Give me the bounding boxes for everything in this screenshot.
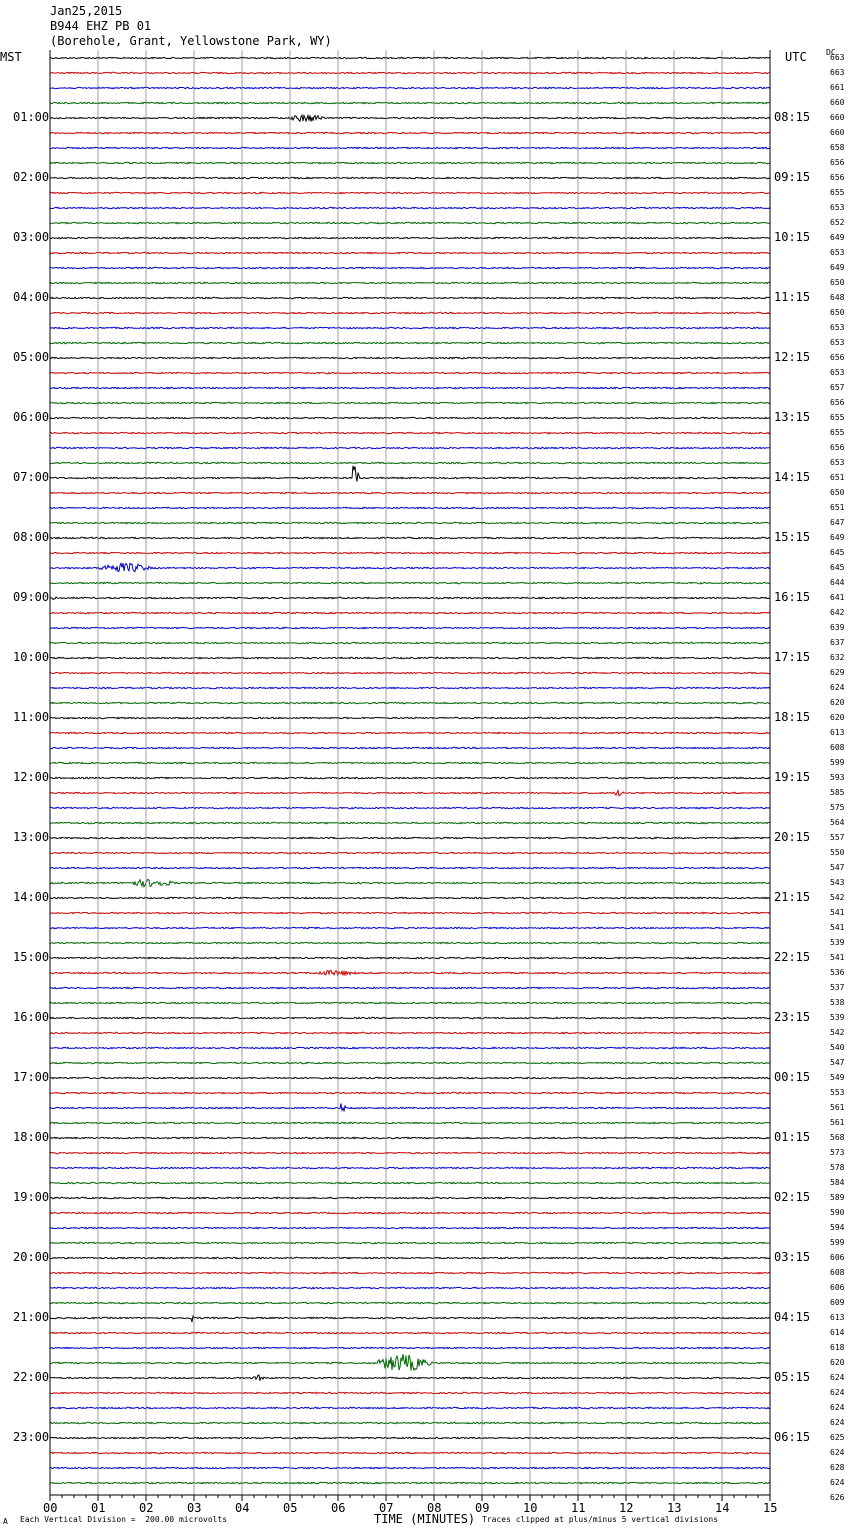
x-tick-label: 08	[427, 1501, 442, 1515]
dc-offset-label: 645	[830, 548, 845, 557]
dc-offset-label: 620	[830, 1358, 845, 1367]
seismic-trace	[50, 563, 770, 572]
scale-note: Each Vertical Division = 200.00 microvolts	[20, 1515, 228, 1524]
dc-offset-label: 624	[830, 1448, 845, 1457]
seismic-trace	[50, 1482, 770, 1483]
dc-offset-label: 561	[830, 1118, 845, 1127]
mst-hour-label: 23:00	[13, 1430, 50, 1444]
utc-hour-label: 00:15	[774, 1070, 811, 1084]
seismic-trace	[50, 777, 770, 778]
x-tick-label: 13	[667, 1501, 682, 1515]
clip-note: Traces clipped at plus/minus 5 vertical divisions	[482, 1515, 719, 1524]
mst-hour-label: 04:00	[13, 290, 50, 304]
seismic-trace	[50, 717, 770, 718]
seismic-trace	[50, 642, 770, 643]
dc-offset-label: 655	[830, 188, 845, 197]
seismic-trace	[50, 1407, 770, 1408]
seismic-trace	[50, 147, 770, 148]
x-tick-label: 11	[571, 1501, 586, 1515]
dc-offset-label: 541	[830, 923, 845, 932]
seismic-trace	[50, 867, 770, 868]
seismic-trace	[50, 1002, 770, 1003]
seismic-trace	[50, 402, 770, 403]
x-tick-label: 07	[379, 1501, 394, 1515]
mst-hour-label: 11:00	[13, 710, 50, 724]
mst-hour-label: 17:00	[13, 1070, 50, 1084]
seismic-trace	[50, 1242, 770, 1243]
dc-offset-label: 606	[830, 1253, 845, 1262]
mst-hour-label: 13:00	[13, 830, 50, 844]
dc-offset-label: 542	[830, 893, 845, 902]
seismic-trace	[50, 1422, 770, 1423]
dc-offset-label: 620	[830, 698, 845, 707]
seismic-trace	[50, 1167, 770, 1168]
x-tick-label: 06	[331, 1501, 346, 1515]
seismic-trace	[50, 447, 770, 448]
mst-hour-label: 09:00	[13, 590, 50, 604]
dc-offset-label: 651	[830, 503, 845, 512]
seismic-trace	[50, 1354, 770, 1370]
dc-offset-label: 658	[830, 143, 845, 152]
dc-offset-label: 648	[830, 293, 845, 302]
seismic-trace	[50, 342, 770, 343]
dc-offset-label: 620	[830, 713, 845, 722]
dc-offset-label: 653	[830, 203, 845, 212]
seismic-trace	[50, 897, 770, 898]
x-tick-label: 04	[235, 1501, 250, 1515]
seismic-trace	[50, 791, 770, 796]
utc-hour-label: 19:15	[774, 770, 811, 784]
dc-offset-label: 645	[830, 563, 845, 572]
seismic-trace	[50, 252, 770, 253]
seismic-trace	[50, 687, 770, 688]
dc-offset-label: 538	[830, 998, 845, 1007]
seismic-trace	[50, 132, 770, 133]
seismic-trace	[50, 1227, 770, 1228]
dc-offset-label: 661	[830, 83, 845, 92]
dc-offset-label: 653	[830, 458, 845, 467]
seismic-trace	[50, 537, 770, 538]
dc-offset-label: 642	[830, 608, 845, 617]
dc-offset-label: 637	[830, 638, 845, 647]
date-title: Jan25,2015	[50, 4, 123, 18]
seismic-trace	[50, 57, 770, 58]
dc-offset-label: 657	[830, 383, 845, 392]
seismic-trace	[50, 672, 770, 673]
dc-offset-label: 578	[830, 1163, 845, 1172]
dc-offset-label: 606	[830, 1283, 845, 1292]
utc-hour-label: 05:15	[774, 1370, 811, 1384]
dc-offset-label: 557	[830, 833, 845, 842]
seismic-trace	[50, 115, 770, 121]
dc-offset-label: 653	[830, 368, 845, 377]
x-tick-label: 09	[475, 1501, 490, 1515]
dc-offset-label: 650	[830, 278, 845, 287]
seismic-trace	[50, 1467, 770, 1468]
dc-offset-label: 608	[830, 1268, 845, 1277]
utc-hour-label: 22:15	[774, 950, 811, 964]
mst-hour-label: 14:00	[13, 890, 50, 904]
seismic-trace	[50, 466, 770, 482]
dc-offset-label: 624	[830, 1403, 845, 1412]
dc-offset-label: 549	[830, 1073, 845, 1082]
dc-offset-label: 656	[830, 173, 845, 182]
mst-hour-label: 01:00	[13, 110, 50, 124]
dc-offset-label: 650	[830, 488, 845, 497]
utc-hour-label: 18:15	[774, 710, 811, 724]
seismic-trace	[50, 1316, 770, 1322]
dc-offset-label: 564	[830, 818, 845, 827]
seismic-trace	[50, 1092, 770, 1093]
utc-hour-label: 12:15	[774, 350, 811, 364]
dc-offset-label: 590	[830, 1208, 845, 1217]
dc-offset-label: 624	[830, 1373, 845, 1382]
mst-hour-label: 18:00	[13, 1130, 50, 1144]
utc-hour-label: 10:15	[774, 230, 811, 244]
x-axis-label: TIME (MINUTES)	[374, 1512, 476, 1526]
dc-offset-label: 651	[830, 473, 845, 482]
dc-offset-label: 589	[830, 1193, 845, 1202]
dc-offset-label: 539	[830, 1013, 845, 1022]
seismic-trace	[50, 852, 770, 853]
x-tick-label: 01	[91, 1501, 106, 1515]
seismic-trace	[50, 822, 770, 823]
seismic-trace	[50, 507, 770, 508]
seismic-trace	[50, 162, 770, 163]
dc-offset-label: 656	[830, 353, 845, 362]
dc-offset-label: 608	[830, 743, 845, 752]
seismic-trace	[50, 432, 770, 433]
utc-axis-title: UTC	[785, 50, 807, 64]
dc-offset-label: 613	[830, 1313, 845, 1322]
dc-offset-label: 656	[830, 158, 845, 167]
seismic-trace	[50, 327, 770, 328]
mst-hour-label: 19:00	[13, 1190, 50, 1204]
dc-offset-label: 536	[830, 968, 845, 977]
x-tick-label: 03	[187, 1501, 202, 1515]
utc-hour-label: 16:15	[774, 590, 811, 604]
seismic-trace	[50, 1152, 770, 1153]
dc-offset-label: 650	[830, 308, 845, 317]
dc-offset-label: 649	[830, 233, 845, 242]
dc-offset-label: 652	[830, 218, 845, 227]
mst-hour-label: 06:00	[13, 410, 50, 424]
seismic-trace	[50, 1122, 770, 1123]
x-tick-label: 00	[43, 1501, 58, 1515]
seismic-trace	[50, 72, 770, 73]
seismic-trace	[50, 387, 770, 388]
dc-offset-label: 599	[830, 758, 845, 767]
x-tick-label: 14	[715, 1501, 730, 1515]
utc-hour-label: 06:15	[774, 1430, 811, 1444]
dc-offset-label: 644	[830, 578, 845, 587]
seismic-trace	[50, 282, 770, 283]
dc-offset-label: 632	[830, 653, 845, 662]
seismic-trace	[50, 942, 770, 943]
seismic-trace	[50, 177, 770, 178]
seismic-trace	[50, 879, 770, 886]
seismic-trace	[50, 597, 770, 600]
dc-offset-label: 618	[830, 1343, 845, 1352]
x-tick-label: 05	[283, 1501, 298, 1515]
dc-offset-label: 573	[830, 1148, 845, 1157]
utc-hour-label: 14:15	[774, 470, 811, 484]
seismic-trace	[50, 1332, 770, 1333]
dc-offset-label: 624	[830, 683, 845, 692]
dc-offset-label: 609	[830, 1298, 845, 1307]
mst-hour-label: 15:00	[13, 950, 50, 964]
seismic-trace	[50, 1017, 770, 1018]
station-title: B944 EHZ PB 01	[50, 19, 152, 33]
seismic-trace	[50, 1212, 770, 1213]
seismic-trace	[50, 1182, 770, 1183]
mst-hour-label: 20:00	[13, 1250, 50, 1264]
mst-axis-title: MST	[0, 50, 22, 64]
dc-offset-label: 594	[830, 1223, 845, 1232]
seismic-trace	[50, 987, 770, 988]
dc-offset-label: 647	[830, 518, 845, 527]
utc-hour-label: 20:15	[774, 830, 811, 844]
utc-hour-label: 08:15	[774, 110, 811, 124]
dc-offset-label: 599	[830, 1238, 845, 1247]
dc-offset-label: 653	[830, 323, 845, 332]
dc-offset-label: 585	[830, 788, 845, 797]
dc-offset-label: 613	[830, 728, 845, 737]
seismic-trace	[50, 1392, 770, 1393]
seismic-trace	[50, 1197, 770, 1198]
dc-offset-label: 539	[830, 938, 845, 947]
seismic-trace	[50, 552, 770, 553]
seismic-trace	[50, 102, 770, 103]
seismic-trace	[50, 312, 770, 313]
seismic-trace	[50, 417, 770, 418]
dc-offset-label: 653	[830, 248, 845, 257]
utc-hour-label: 21:15	[774, 890, 811, 904]
seismic-trace	[50, 1062, 770, 1063]
seismic-trace	[50, 927, 770, 928]
dc-offset-label: 660	[830, 98, 845, 107]
seismic-trace	[50, 222, 770, 223]
seismic-trace	[50, 207, 770, 208]
seismic-trace	[50, 912, 770, 913]
dc-offset-label: 655	[830, 428, 845, 437]
dc-offset-label: 541	[830, 953, 845, 962]
dc-offset-label: 624	[830, 1418, 845, 1427]
seismic-trace	[50, 627, 770, 628]
seismic-trace	[50, 372, 770, 373]
mst-hour-label: 08:00	[13, 530, 50, 544]
seismic-trace	[50, 702, 770, 703]
seismic-trace	[50, 762, 770, 763]
dc-offset-label: 649	[830, 533, 845, 542]
utc-hour-label: 04:15	[774, 1310, 811, 1324]
x-tick-label: 10	[523, 1501, 538, 1515]
seismic-trace	[50, 357, 770, 358]
dc-offset-label: 639	[830, 623, 845, 632]
seismic-trace	[50, 492, 770, 493]
seismic-trace	[50, 522, 770, 523]
seismic-trace	[50, 87, 770, 88]
dc-offset-label: 625	[830, 1433, 845, 1442]
utc-hour-label: 11:15	[774, 290, 811, 304]
utc-hour-label: 17:15	[774, 650, 811, 664]
utc-hour-label: 02:15	[774, 1190, 811, 1204]
seismic-trace	[50, 267, 770, 268]
dc-offset-label: 541	[830, 908, 845, 917]
seismic-trace	[50, 582, 770, 583]
seismic-trace	[50, 1137, 770, 1138]
x-tick-label: 12	[619, 1501, 634, 1515]
mst-hour-label: 21:00	[13, 1310, 50, 1324]
mst-hour-label: 07:00	[13, 470, 50, 484]
mst-hour-label: 02:00	[13, 170, 50, 184]
seismic-trace	[50, 192, 770, 193]
trace-group	[50, 57, 770, 1483]
location-title: (Borehole, Grant, Yellowstone Park, WY)	[50, 34, 332, 48]
seismic-trace	[50, 297, 770, 298]
dc-offset-label: 628	[830, 1463, 845, 1472]
dc-offset-label: 543	[830, 878, 845, 887]
utc-hour-label: 23:15	[774, 1010, 811, 1024]
mst-hour-label: 16:00	[13, 1010, 50, 1024]
dc-offset-label: 663	[830, 53, 845, 62]
dc-offset-label: 624	[830, 1478, 845, 1487]
seismic-trace	[50, 1287, 770, 1288]
dc-offset-label: 614	[830, 1328, 845, 1337]
dc-offset-label: 537	[830, 983, 845, 992]
dc-offset-label: 660	[830, 128, 845, 137]
dc-offset-label: 641	[830, 593, 845, 602]
seismic-trace	[50, 1375, 770, 1381]
dc-offset-label: 568	[830, 1133, 845, 1142]
mst-hour-label: 05:00	[13, 350, 50, 364]
dc-offset-label: 561	[830, 1103, 845, 1112]
seismic-trace	[50, 807, 770, 808]
utc-hour-label: 09:15	[774, 170, 811, 184]
seismic-trace	[50, 462, 770, 463]
dc-offset-label: 553	[830, 1088, 845, 1097]
dc-offset-label: 656	[830, 443, 845, 452]
x-tick-label: 15	[763, 1501, 778, 1515]
seismic-trace	[50, 732, 770, 733]
dc-offset-label: 660	[830, 113, 845, 122]
seismic-trace	[50, 1047, 770, 1048]
seismic-trace	[50, 970, 770, 975]
corner-mark: A	[3, 1517, 8, 1526]
utc-hour-label: 03:15	[774, 1250, 811, 1264]
dc-offset-label: 547	[830, 863, 845, 872]
dc-offset-label: 584	[830, 1178, 845, 1187]
dc-offset-label: 656	[830, 398, 845, 407]
seismic-trace	[50, 1272, 770, 1273]
utc-hour-label: 13:15	[774, 410, 811, 424]
dc-offset-label: 663	[830, 68, 845, 77]
seismic-trace	[50, 657, 770, 658]
seismic-trace	[50, 1437, 770, 1438]
seismic-trace	[50, 1302, 770, 1303]
seismic-trace	[50, 1077, 770, 1078]
mst-hour-label: 22:00	[13, 1370, 50, 1384]
utc-hour-label: 15:15	[774, 530, 811, 544]
mst-hour-label: 10:00	[13, 650, 50, 664]
dc-offset-label: 626	[830, 1493, 845, 1502]
dc-offset-label: 655	[830, 413, 845, 422]
x-tick-label: 02	[139, 1501, 154, 1515]
seismic-trace	[50, 1257, 770, 1258]
seismic-trace	[50, 612, 770, 613]
dc-offset-label: 550	[830, 848, 845, 857]
seismic-trace	[50, 237, 770, 238]
seismic-trace	[50, 1032, 770, 1033]
dc-offset-label: 624	[830, 1388, 845, 1397]
seismic-trace	[50, 747, 770, 748]
dc-offset-label: 542	[830, 1028, 845, 1037]
seismic-trace	[50, 1452, 770, 1453]
dc-title: DC	[826, 48, 836, 57]
dc-offset-label: 575	[830, 803, 845, 812]
seismic-trace	[50, 957, 770, 958]
utc-hour-label: 01:15	[774, 1130, 811, 1144]
dc-offset-label: 540	[830, 1043, 845, 1052]
seismic-trace	[50, 1347, 770, 1348]
dc-offset-label: 653	[830, 338, 845, 347]
mst-hour-label: 12:00	[13, 770, 50, 784]
seismic-trace	[50, 837, 770, 838]
dc-offset-label: 629	[830, 668, 845, 677]
dc-offset-label: 593	[830, 773, 845, 782]
seismic-trace	[50, 1104, 770, 1111]
dc-offset-label: 547	[830, 1058, 845, 1067]
dc-offset-label: 649	[830, 263, 845, 272]
mst-hour-label: 03:00	[13, 230, 50, 244]
